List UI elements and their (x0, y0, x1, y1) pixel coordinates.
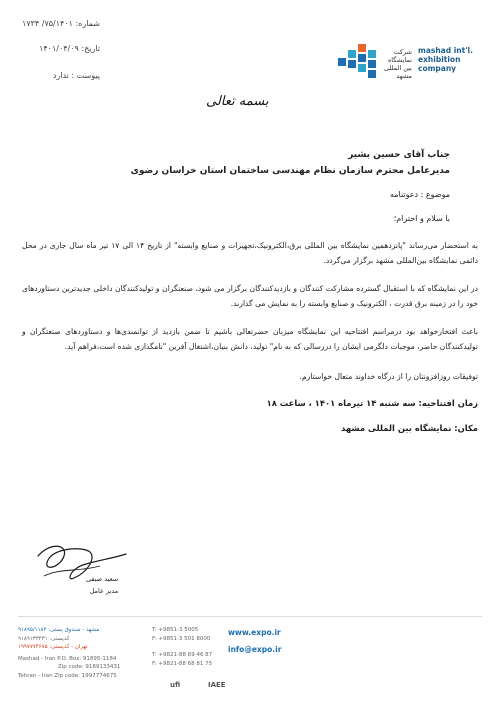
body-paragraph-2: در این نمایشگاه که با استقبال گسترده مشارکت کنندگان و بازدیدکنندگان برگزار می شود، صنعتگران و تولیدکنندگان داخلی جدیدترین دستاوردهای خود را در زمینه برق قدرت ، الکترونیک و صنایع وابسته را به نمایش می گذارند. (22, 284, 478, 308)
greeting: با سلام و احترام؛ (393, 214, 450, 223)
footer-mashhad-en: Mashad - Iran P.O. Box: 91895-1184 (18, 655, 117, 662)
footer-mashhad-zip-en: Zip code: 9189133431 (58, 664, 121, 670)
addressee-name: جناب آقای حسین بشیر (348, 150, 450, 160)
signature-scribble-icon (30, 538, 140, 588)
footer-mashhad-fa: مشهد - صندوق پستی: ۹۱۸۹۵/۱۱۸۴ (18, 627, 100, 633)
signatory-name: سعید صیفی (86, 575, 119, 583)
logo-mark-icon (338, 44, 380, 84)
footer-website-link[interactable]: www.expo.ir (228, 628, 281, 637)
letter-attachment: پیوست : ندارد (52, 71, 100, 80)
venue: مکان: نمایشگاه بین المللی مشهد (340, 423, 478, 433)
bismillah-heading: بسمه تعالی (206, 94, 269, 109)
letter-subject: موضوع : دعوتنامه (389, 190, 450, 199)
footer-addresses (18, 626, 138, 680)
footer-fax-1: F: +9851-3 501 8000 (152, 635, 211, 642)
opening-time: زمان افتتاحیه: سه شنبه ۱۴ تیرماه ۱۴۰۱ ، ساعت ۱۸ (266, 398, 478, 408)
footer-divider (18, 616, 482, 617)
footer-fax-2: F: +9821-88 68 81 75 (152, 660, 213, 667)
footer-web (228, 626, 281, 660)
signatory (86, 573, 118, 597)
footer-contact-numbers (152, 626, 222, 668)
body-paragraph-3: باعث افتخارخواهد بود درمراسم افتتاحیه این نمایشگاه میزبان حضرتعالی باشیم تا ضمن بازدید از توانمندی‌ها و دستاوردهای صنعتگران و تولیدکنندگان حاضر، موجبات دلگرمی ایشان را دررسالی که به نام" تولید، دانش بنیان،اشتغال آفرین "نامگذاری شده است،فراهم آید. (22, 327, 478, 351)
footer-phone-2: T: +9821-88 69 46 87 (152, 652, 213, 658)
letter-date: تاریخ: ۱۴۰۱/۰۴/۰۹ (39, 44, 100, 53)
footer-phone-1: T: +9851-3 5005 (152, 627, 199, 633)
footer-email-link[interactable]: info@expo.ir (228, 645, 282, 654)
addressee-title: مدیرعامل محترم سازمان نظام مهندسی ساختمان استان خراسان رضوی (130, 166, 450, 176)
footer-mashhad-zip-fa: کدپستی: ۹۱۸۹۱۳۳۴۳۱ (18, 635, 70, 642)
footer-tehran-fa: تهران - کدپستی: ۱۹۹۷۷۷۴۶۷۵ (18, 644, 88, 650)
iaee-logo: IAEE (208, 681, 226, 689)
logo-persian-text: شرکت نمایشگاه بین المللی مشهد (383, 48, 412, 80)
letter-number: شماره: ۷۵/۱۴۰۱/ ۱۷۳۴ (22, 19, 100, 28)
company-logo (338, 44, 488, 84)
body-paragraph-1: به استحضار می‌رساند "پانزدهمین نمایشگاه بین المللی برق،الکترونیک،تجهیزات و صنایع وابسته" از تاریخ ۱۴ الی ۱۷ تیر ماه سال جاری در محل دائمی نمایشگاه بین‌المللی مشهد برگزار می‌گردد. (22, 241, 478, 265)
footer-tehran-en: Tehran - Iran Zip code: 1997774675 (18, 672, 117, 679)
footer-partner-logos (160, 678, 280, 694)
signatory-title: مدیر عامل (89, 587, 119, 595)
closing-line: توفیقات روزافزونتان را از درگاه خداوند متعال خواستارم. (299, 372, 478, 381)
ufi-logo: ufi (170, 681, 181, 689)
logo-english-text: mashad int'l. exhibition company (418, 46, 473, 73)
